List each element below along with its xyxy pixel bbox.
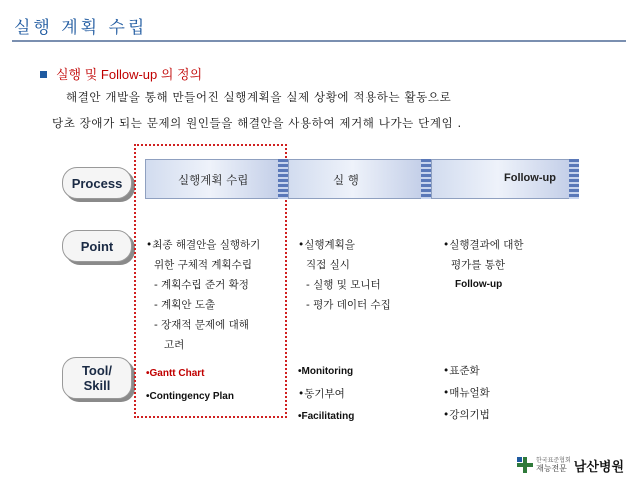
tools-column-2	[298, 360, 354, 428]
point-column-3	[443, 235, 524, 295]
process-step-followup	[431, 159, 579, 199]
point-item: Follow-up	[455, 279, 503, 290]
bullet-dot-icon: •	[298, 388, 305, 400]
square-bullet-icon	[40, 71, 47, 78]
bullet-dot-icon: •	[298, 366, 302, 377]
tool-item: 동기부여	[304, 388, 345, 400]
bullet-dot-icon: •	[146, 368, 150, 379]
process-step-planning	[145, 159, 288, 199]
definition-line-2: 당초 장애가 되는 문제의 원인들을 해결안을 사용하여 제거해 나가는 단계임 .	[52, 116, 462, 130]
tool-item: Monitoring	[301, 366, 354, 377]
point-item: 고려	[164, 339, 185, 351]
row-label-skill: Skill	[83, 378, 111, 393]
logo-sub-text: 재능전문	[536, 464, 567, 473]
point-item: 직접 실시	[306, 259, 350, 271]
arrow-stripe-icon	[569, 159, 579, 199]
point-item: - 계획수립 준거 확정	[154, 279, 249, 291]
point-item: - 실행 및 모니터	[306, 279, 381, 291]
arrow-stripe-icon	[278, 159, 288, 199]
process-step-execution	[288, 159, 431, 199]
logo-name: 남산병원	[573, 459, 625, 475]
row-label-tool: Tool/	[81, 363, 113, 378]
point-item: 위한 구체적 계획수립	[154, 259, 252, 271]
tools-column-3	[443, 360, 490, 426]
tool-item: Facilitating	[301, 411, 355, 422]
logo-small-text: 한국표준협회	[536, 457, 571, 464]
process-step-label: 실행계획 수립	[178, 173, 249, 187]
bullet-dot-icon: •	[443, 409, 450, 421]
page-title: 실행 계획 수립	[14, 18, 148, 38]
process-step-label: Follow-up	[504, 172, 556, 184]
section-heading: 실행 및 Follow-up 의 정의	[56, 67, 203, 82]
point-item: 평가를 통한	[451, 259, 506, 271]
point-column-1	[146, 235, 260, 355]
tools-column-1	[146, 362, 234, 408]
tool-item: Contingency Plan	[149, 391, 234, 402]
point-item: - 장재적 문제에 대해	[154, 319, 249, 331]
hospital-logo	[517, 457, 624, 473]
definition-line-1: 해결안 개발을 통해 만들어진 실행계획을 실제 상황에 적용하는 활동으로	[66, 90, 452, 104]
bullet-dot-icon: •	[443, 387, 450, 399]
point-item: •실행결과에 대한	[443, 239, 524, 251]
point-column-2	[298, 235, 391, 315]
tool-item: 강의기법	[449, 409, 490, 421]
tool-item: Gantt Chart	[149, 368, 205, 379]
bullet-dot-icon: •	[146, 391, 150, 402]
logo-mark-icon	[517, 457, 533, 473]
tool-item: 매뉴얼화	[449, 387, 490, 399]
row-label-tool-skill	[62, 357, 132, 399]
process-step-label: 실 행	[333, 173, 359, 187]
point-item: •실행계획을	[298, 239, 355, 251]
title-divider	[12, 40, 626, 42]
bullet-dot-icon: •	[443, 365, 450, 377]
bullet-dot-icon: •	[298, 411, 302, 422]
point-item: - 평가 데이터 수집	[306, 299, 391, 311]
tool-item: 표준화	[449, 365, 480, 377]
point-item: •최종 해결안을 실행하기	[146, 239, 261, 251]
arrow-stripe-icon	[421, 159, 431, 199]
point-item: - 계획안 도출	[154, 299, 216, 311]
row-label-process: Process	[62, 167, 132, 199]
row-label-point: Point	[62, 230, 132, 262]
